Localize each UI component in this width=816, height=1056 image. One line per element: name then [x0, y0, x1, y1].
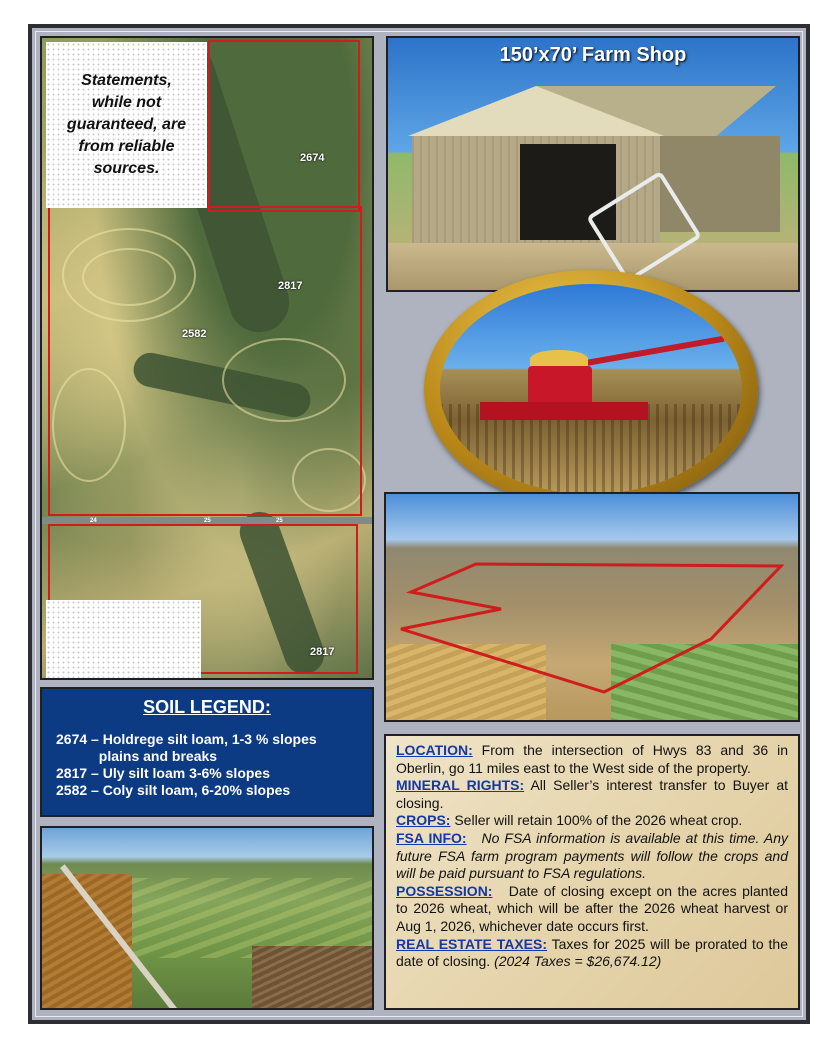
disclaimer-box — [46, 42, 207, 208]
location-text: From the intersection of Hwys 83 and 36 in Oberlin, go 11 miles east to the West side of the property. — [396, 742, 788, 776]
green-field-photo — [40, 826, 374, 1010]
soil-legend-box — [40, 687, 374, 817]
location-paragraph — [396, 742, 788, 777]
possession-paragraph — [396, 882, 792, 936]
combine-harvest-photo — [424, 270, 758, 508]
soil-label: 2582 — [182, 328, 207, 340]
soil-legend-item: 2582 – Coly silt loam, 6-20% slopes — [56, 782, 291, 798]
road-tag: 25 — [204, 518, 211, 524]
soil-legend-item: plains and breaks — [56, 748, 218, 764]
soil-label: 2817 — [278, 280, 303, 292]
plowed-field — [252, 946, 374, 1010]
taxes-text: Taxes for 2025 will be prorated to the date of closing. — [396, 935, 788, 970]
soil-label: 2817 — [310, 646, 335, 658]
combine-photo-inner — [440, 284, 742, 494]
soil-legend-item: 2817 – Uly silt loam 3-6% slopes — [56, 765, 270, 781]
property-info-text — [396, 742, 792, 971]
soil-legend-item: 2674 – Holdrege silt loam, 1-3 % slopes — [56, 731, 317, 747]
fsa-text: No FSA information is available at this time. Any future FSA farm program payments will follow the crops and will be paid pursuant to FSA regulations. — [396, 829, 792, 882]
excluded-area-block — [46, 600, 201, 678]
soil-legend-list — [56, 731, 317, 799]
crops-label: CROPS: — [396, 812, 451, 829]
property-info-box — [384, 734, 800, 1010]
combine-auger — [585, 336, 724, 366]
road-tag: 24 — [90, 518, 97, 524]
mineral-rights-paragraph — [396, 777, 788, 812]
crops-text: Seller will retain 100% of the 2026 wheat crop. — [450, 812, 743, 829]
combine-header — [480, 402, 648, 420]
shop-title: 150’x70’ Farm Shop — [499, 44, 687, 66]
fsa-label: FSA INFO: — [396, 829, 467, 846]
soil-legend-title: SOIL LEGEND: — [143, 697, 271, 717]
mineral-rights-text: All Seller’s interest transfer to Buyer at closing. — [396, 777, 788, 811]
aerial-farm-photo — [384, 492, 800, 722]
property-outline — [386, 494, 800, 722]
taxes-paragraph — [396, 936, 788, 971]
taxes-note: (2024 Taxes = $26,674.12) — [494, 953, 662, 970]
crops-paragraph — [396, 812, 788, 830]
location-label: LOCATION: — [396, 742, 473, 758]
farm-shop-photo — [386, 36, 800, 292]
possession-label: POSSESSION: — [396, 882, 493, 899]
parcel-boundary-main — [48, 206, 362, 516]
soil-label: 2674 — [300, 152, 325, 164]
possession-text: Date of closing except on the acres planted to 2026 wheat, which will be after the 2026 wheat harvest or Aug 1, 2026, whichever date occurs first. — [396, 882, 792, 934]
shop-roof-front — [408, 86, 664, 136]
fsa-paragraph — [396, 829, 792, 883]
mineral-rights-label: MINERAL RIGHTS: — [396, 777, 525, 794]
taxes-label: REAL ESTATE TAXES: — [396, 935, 548, 952]
disclaimer-text: Statements, while not guaranteed, are from reliable sources. — [66, 72, 187, 177]
road-tag: 25 — [276, 518, 283, 524]
parcel-boundary-north — [208, 40, 360, 212]
aerial-soil-map — [40, 36, 374, 680]
property-outline-shape — [401, 564, 781, 692]
